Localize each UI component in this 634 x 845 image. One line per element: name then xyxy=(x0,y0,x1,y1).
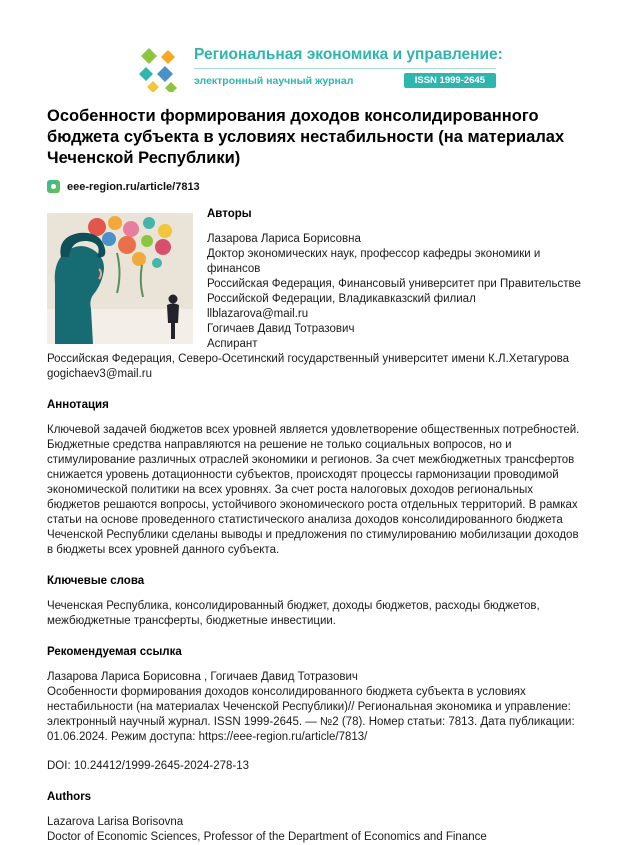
issn-badge: ISSN 1999-2645 xyxy=(404,73,496,88)
author-illustration xyxy=(47,213,193,344)
author-degree: Доктор экономических наук, профессор кафедры экономики и финансов xyxy=(207,248,541,275)
author-illustration-image xyxy=(47,213,193,344)
author-name: Лазарова Лариса Борисовна xyxy=(207,233,361,245)
authors-ru-heading: Авторы xyxy=(207,208,252,220)
article-link-text: eee-region.ru/article/7813 xyxy=(67,180,200,193)
author-name-en: Lazarova Larisa Borisovna xyxy=(47,816,184,828)
citation-text: Особенности формирования доходов консолидированного бюджета субъекта в условиях нестабильности (на материалах Чеченской Республики)// Региональная экономика и управление: электронный научный журнал. ISSN 1999-2645. — №2 (78). Номер статьи: 7813. Дата публикации: 01.06.2024. Режим доступа: https://eee-region.ru/article/7813/ xyxy=(47,686,575,743)
citation-heading: Рекомендуемая ссылка xyxy=(47,646,182,658)
masthead-text xyxy=(194,46,503,88)
journal-subtitle-row xyxy=(194,73,496,88)
annotation-text: Ключевой задачей бюджетов всех уровней является удовлетворение общественных потребностей. Бюджетные средства направляются на решение не только социальных вопросов, но и стимулирование различных отраслей экономики и регионов. За счет межбюджетных трансфертов снижается уровень дотационности субъектов, происходят процессы гармонизации проводимой экономической политики на всех уровнях. За счет роста налоговых доходов региональных бюджетов решаются вопросы, устойчивого экономического роста отдельных территорий. В рамках статьи на основе проведенного статистического анализа доходов консолидированного бюджета Чеченской Республики сделаны выводы и предложения по стимулированию мобилизации доходов в бюджеты всех уровней данного субъекта. xyxy=(47,424,580,556)
journal-subtitle: электронный научный журнал xyxy=(194,74,354,87)
author-email-link[interactable]: gogichaev3@mail.ru xyxy=(47,368,153,380)
keywords-heading: Ключевые слова xyxy=(47,575,145,587)
author-affiliation: Российская Федерация, Финансовый университет при Правительстве Российской Федерации, Владикавказский филиал xyxy=(207,278,581,305)
journal-masthead xyxy=(47,46,587,92)
article-content xyxy=(47,207,587,845)
author-email-link[interactable]: llblazarova@mail.ru xyxy=(207,308,309,320)
authors-en-heading: Authors xyxy=(47,791,92,803)
site-favicon-icon xyxy=(47,180,60,193)
author-name: Гогичаев Давид Тотразович xyxy=(207,323,355,335)
page-title: Особенности формирования доходов консолидированного бюджета субъекта в условиях нестабильности (на материалах Чеченской Республики) xyxy=(47,107,565,167)
citation-authors: Лазарова Лариса Борисовна , Гогичаев Давид Тотразович xyxy=(47,671,358,683)
journal-logo-icon xyxy=(138,46,182,92)
journal-logo[interactable] xyxy=(138,46,182,92)
author-affiliation: Российская Федерация, Северо-Осетинский государственный университет имени К.Л.Хетагурова xyxy=(47,353,569,365)
keywords-text: Чеченская Республика, консолидированный бюджет, доходы бюджетов, расходы бюджетов, межбюджетные трансферты, бюджетные инвестиции. xyxy=(47,600,540,627)
annotation-heading: Аннотация xyxy=(47,399,109,411)
doi-text: DOI: 10.24412/1999-2645-2024-278-13 xyxy=(47,760,250,772)
journal-title[interactable]: Региональная экономика и управление: xyxy=(194,46,496,69)
author-degree: Аспирант xyxy=(207,338,258,350)
authors-section xyxy=(47,207,587,382)
article-link[interactable] xyxy=(47,180,587,193)
author-degree-en: Doctor of Economic Sciences, Professor of the Department of Economics and Finance xyxy=(47,831,487,843)
